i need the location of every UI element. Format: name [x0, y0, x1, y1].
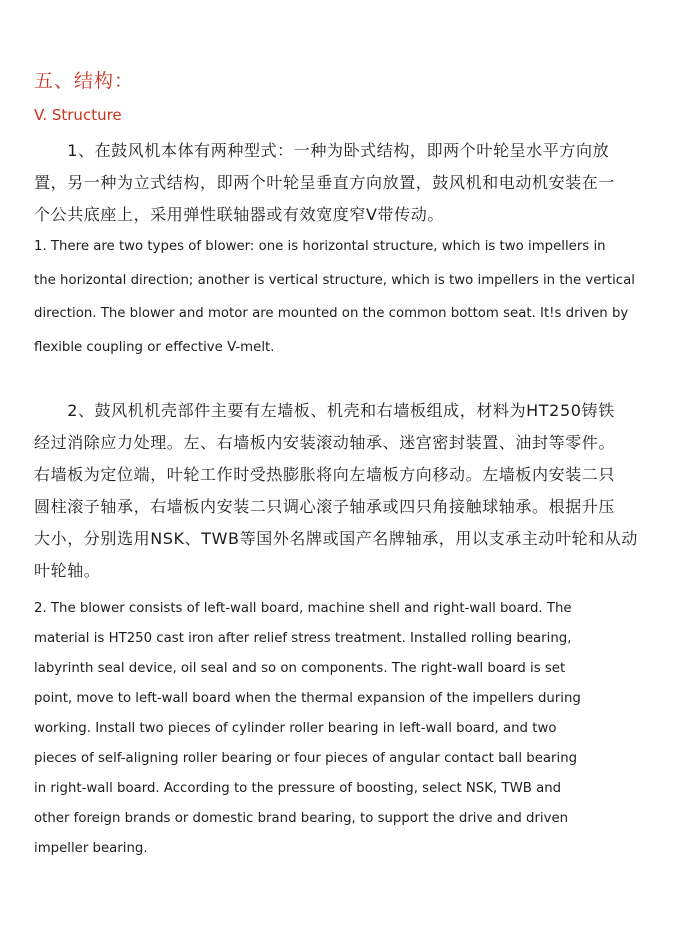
section-heading-chinese: 五、结构：: [34, 70, 135, 92]
paragraph-2-chinese: 2、鼓风机机壳部件主要有左墙板、机壳和右墙板组成，材料为HT250铸铁 经过消除应力处理。左、右墙板内安装滚动轴承、迷宫密封装置、油封等零件。 右墙板为定位端，叶轮工作时受热膨胀将向左墙板方向移动。左墙板内安装二只 圆柱滚子轴承，右墙板内安装二只调心滚子轴承或四只角接触球轴承。根据升压 大小，分别选用NSK、TWB等国外名牌或国产名牌轴承，用以支承主动叶轮和从动 叶轮轴。: [34, 401, 638, 580]
section-heading-english: V. Structure: [34, 106, 122, 124]
paragraph-1-chinese: 1、在鼓风机本体有两种型式：一种为卧式结构，即两个叶轮呈水平方向放 置，另一种为立式结构，即两个叶轮呈垂直方向放置，鼓风机和电动机安装在一 个公共底座上，采用弹性联轴器或有效宽度窄V带传动。: [34, 141, 616, 224]
paragraph-1-english: 1. There are two types of blower: one is horizontal structure, which is two impellers in the horizontal direction; another is vertical structure, which is two impellers in the vertical direction. The blower and motor are mounted on the common bottom seat. It!s driven by flexible coupling or effective V-melt.: [34, 239, 635, 355]
paragraph-2-english: 2. The blower consists of left-wall board, machine shell and right-wall board. The material is HT250 cast iron after relief stress treatment. Installed rolling bearing, labyrinth seal device, oil seal and so on components. The right-wall board is set point, move to left-wall board when the thermal expansion of the impellers during working. Install two pieces of cylinder roller bearing in left-wall board, and two pieces of self-aligning roller bearing or four pieces of angular contact ball bearing in right-wall board. According to the pressure of boosting, select NSK, TWB and other foreign brands or domestic brand bearing, to support the drive and driven impeller bearing.: [34, 601, 581, 856]
